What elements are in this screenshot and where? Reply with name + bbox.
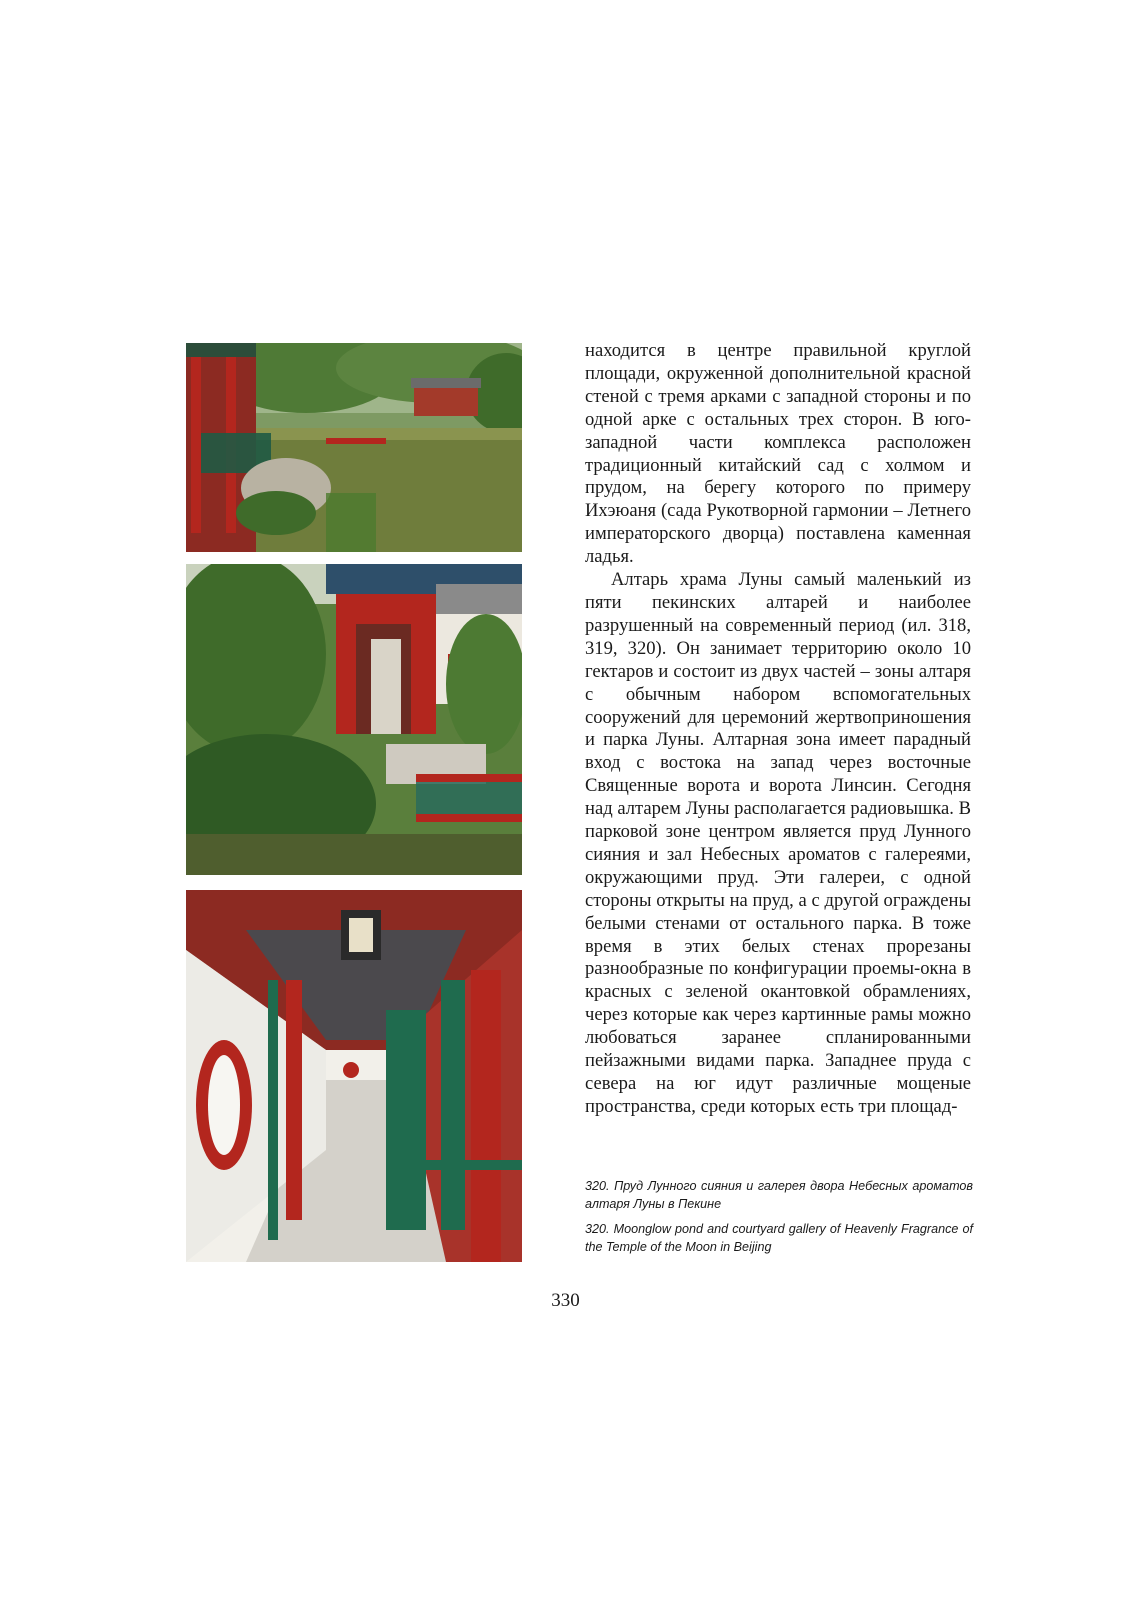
pond-pavilion-image xyxy=(186,343,522,552)
gallery-corridor-photo xyxy=(186,890,522,1262)
body-paragraph-2: Алтарь храма Луны самый маленький из пяти пекинских алтарей и наиболее разрушенный на современный период (ил. 318, 319, 320). Он занимает территорию около 10 гектаров и состоит из двух частей – зоны алтаря с обычным набором вспомогательных сооружений для церемоний жертвоприношения и парка Луны. Алтарная зона имеет парадный вход с востока на запад через восточные Священные ворота и ворота Линсин. Сегодня над алтарем Луны располагается радиовышка. В парковой зоне центром является пруд Лунного сияния и зал Небесных ароматов с галереями, окружающими пруд. Эти галереи, с одной стороны открыты на пруд, а с другой ограждены белыми стенами от остального парка. В тоже время в этих белых стенах прорезаны разнообразные по конфигурации проемы-окна в красных с зеленой окантовкой обрамлениях, через которые как через картинные рамы можно любоваться заранее спланированными пейзажными видами парка. Западнее пруда с севера на юг идут различные мощеные пространства, среди которых есть три площад- xyxy=(585,569,971,1117)
courtyard-pavilion-image xyxy=(186,564,522,875)
figure-captions xyxy=(585,1178,973,1264)
body-text xyxy=(585,340,971,1119)
gallery-corridor-image xyxy=(186,890,522,1262)
pond-pavilion-photo xyxy=(186,343,522,552)
page-number: 330 xyxy=(551,1290,580,1311)
body-paragraph-1: находится в центре правильной круглой площади, окруженной дополнительной красной стеной с тремя арками с западной стороны и по одной арке с остальных трех сторон. В юго-западной части комплекса расположен традиционный китайский сад с холмом и прудом, на берегу которого по примеру Ихэюаня (сада Рукотворной гармонии – Летнего императорского дворца) поставлена каменная ладья. xyxy=(585,340,971,568)
caption-ru: 320. Пруд Лунного сияния и галерея двора Небесных ароматов алтаря Луны в Пекине xyxy=(585,1179,973,1211)
caption-en: 320. Moonglow pond and courtyard gallery of Heavenly Fragrance of the Temple of the Moon in Beijing xyxy=(585,1222,973,1254)
courtyard-pavilion-photo xyxy=(186,564,522,875)
